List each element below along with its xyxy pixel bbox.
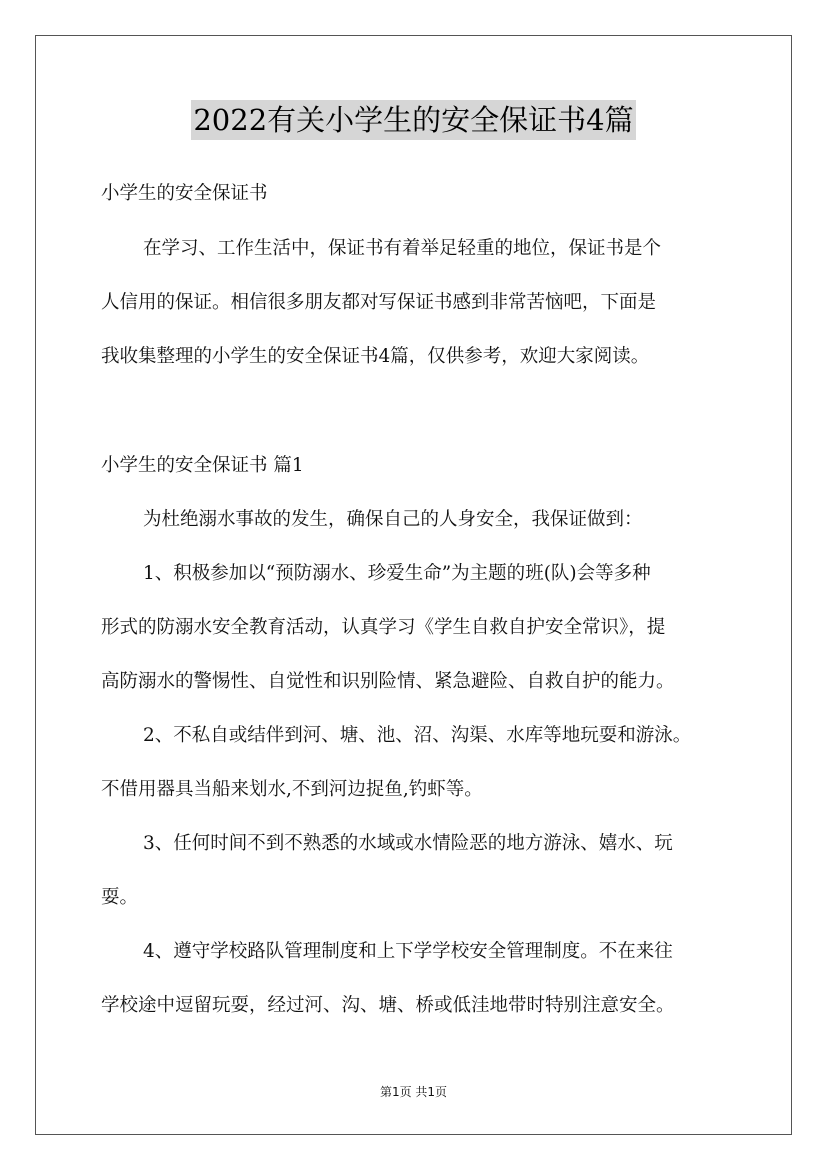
intro-line: 在学习、工作生活中，保证书有着举足轻重的地位，保证书是个 — [143, 238, 662, 259]
body-line: 耍。 — [101, 887, 139, 908]
title-container — [0, 100, 827, 140]
section-heading: 小学生的安全保证书 篇1 — [101, 455, 304, 476]
body-line: 形式的防溺水安全教育活动，认真学习《学生自救自护安全常识》，提 — [101, 617, 666, 638]
page-footer: 第1页 共1页 — [379, 1085, 448, 1099]
body-line: 高防溺水的警惕性、自觉性和识别险情、紧急避险、自救自护的能力。 — [101, 671, 675, 692]
body-line: 2、不私自或结伴到河、塘、池、沼、沟渠、水库等地玩耍和游泳。 — [143, 725, 692, 746]
body-line: 3、任何时间不到不熟悉的水域或水情险恶的地方游泳、嬉水、玩 — [143, 833, 673, 854]
document-title: 2022有关小学生的安全保证书4篇 — [191, 100, 635, 140]
intro-line: 我收集整理的小学生的安全保证书4篇，仅供参考，欢迎大家阅读。 — [101, 346, 650, 367]
intro-line: 人信用的保证。相信很多朋友都对写保证书感到非常苦恼吧，下面是 — [101, 292, 657, 313]
body-line: 1、积极参加以“预防溺水、珍爱生命”为主题的班(队)会等多种 — [143, 563, 651, 584]
body-line: 4、遵守学校路队管理制度和上下学学校安全管理制度。不在来往 — [143, 941, 673, 962]
body-line: 不借用器具当船来划水,不到河边捉鱼,钓虾等。 — [101, 779, 483, 800]
heading-main: 小学生的安全保证书 — [101, 183, 268, 204]
body-line: 学校途中逗留玩耍，经过河、沟、塘、桥或低洼地带时特别注意安全。 — [101, 995, 675, 1016]
body-line: 为杜绝溺水事故的发生，确保自己的人身安全，我保证做到： — [143, 509, 643, 530]
